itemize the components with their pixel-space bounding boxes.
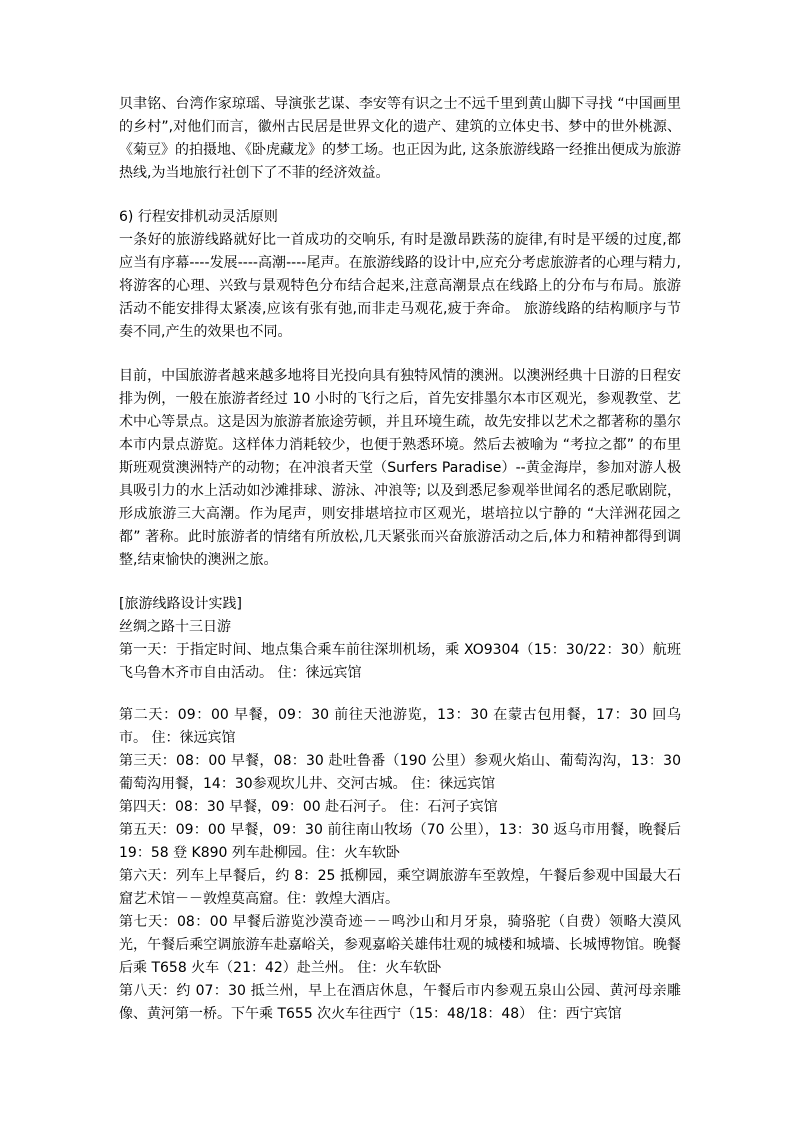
- itinerary-day-3: 第三天：08：00 早餐，08：30 赴吐鲁番（190 公里）参观火焰山、葡萄沟沟，13：30 葡萄沟用餐，14：30参观坎儿井、交河古城。 住：徕远宾馆: [119, 753, 681, 792]
- itinerary-day-5: 第五天：09：00 早餐，09：30 前往南山牧场（70 公里），13：30 返乌市用餐，晚餐后 19：58 登 K890 列车赴柳园。住：火车软卧: [119, 822, 681, 861]
- paragraph-symphony: 一条好的旅游线路就好比一首成功的交响乐, 有时是激昂跌荡的旋律,有时是平缓的过度,都应当有序幕----发展----高潮----尾声。在旅游线路的设计中,应充分考虑旅游者的心理与精力,将游客的心理、兴致与景观特色分布结合起来,注意高潮景点在线路上的分布与布局。旅游活动不能安排得太紧凑,应该有张有弛,而非走马观花,疲于奔命。 旅游线路的结构顺序与节奏不同,产生的效果也不同。: [119, 232, 681, 340]
- itinerary-day-6: 第六天：列车上早餐后，约 8：25 抵柳园，乘空调旅游车至敦煌，午餐后参观中国最大石窟艺术馆－－敦煌莫高窟。住：敦煌大酒店。: [119, 868, 681, 907]
- document-page: [119, 93, 681, 1026]
- paragraph-huizhou: 贝聿铭、台湾作家琼瑶、导演张艺谋、李安等有识之士不远千里到黄山脚下寻找 “中国画里的乡村”,对他们而言，徽州古民居是世界文化的遗产、建筑的立体史书、梦中的世外桃源、《菊豆》的拍摄地、《卧虎藏龙》的梦工场。也正因为此, 这条旅游线路一经推出便成为旅游热线,为当地旅行社创下了不菲的经济效益。: [119, 96, 681, 181]
- heading-flexible-principle: 6) 行程安排机动灵活原则: [119, 209, 278, 225]
- paragraph-australia: 目前，中国旅游者越来越多地将目光投向具有独特风情的澳洲。以澳洲经典十日游的日程安排为例，一般在旅游者经过 10 小时的飞行之后，首先安排墨尔本市区观光，参观教堂、艺术中心等景点。这是因为旅游者旅途劳顿，并且环境生疏，故先安排以艺术之都著称的墨尔本市内景点游览。这样体力消耗较少，也便于熟悉环境。然后去被喻为 “考拉之都” 的布里斯班观赏澳洲特产的动物；在冲浪者天堂（Surfers Paradise）--黄金海岸，参加对游人极具吸引力的水上活动如沙滩排球、游泳、冲浪等; 以及到悉尼参观举世闻名的悉尼歌剧院，形成旅游三大高潮。作为尾声，则安排堪培拉市区观光，堪培拉以宁静的 “大洋洲花园之都” 著称。此时旅游者的情绪有所放松,几天紧张而兴奋旅游活动之后,体力和精神都得到调整,结束愉快的澳洲之旅。: [119, 368, 681, 568]
- itinerary-day-1: 第一天：于指定时间、地点集合乘车前往深圳机场，乘 XO9304（15：30/22：30）航班飞乌鲁木齐市自由活动。 住：徕远宾馆: [119, 642, 681, 681]
- itinerary-day-7: 第七天：08：00 早餐后游览沙漠奇迹－－鸣沙山和月牙泉，骑骆驼（自费）领略大漠风光，午餐后乘空调旅游车赴嘉峪关，参观嘉峪关雄伟壮观的城楼和城墙、长城博物馆。晚餐后乘 T658 火车（21：42）赴兰州。 住：火车软卧: [119, 914, 681, 976]
- itinerary-day-2: 第二天：09：00 早餐，09：30 前往天池游览，13：30 在蒙古包用餐，17：30 回乌市。 住：徕远宾馆: [119, 707, 681, 746]
- section-title-practice: [旅游线路设计实践]: [119, 596, 242, 612]
- itinerary-day-8: 第八天：约 07：30 抵兰州，早上在酒店休息，午餐后市内参观五泉山公园、黄河母亲雕像、黄河第一桥。下午乘 T655 次火车往西宁（15：48/18：48） 住：西宁宾馆: [119, 983, 681, 1022]
- route-title: 丝绸之路十三日游: [119, 619, 231, 635]
- itinerary-day-4: 第四天：08：30 早餐，09：00 赴石河子。 住：石河子宾馆: [119, 799, 498, 815]
